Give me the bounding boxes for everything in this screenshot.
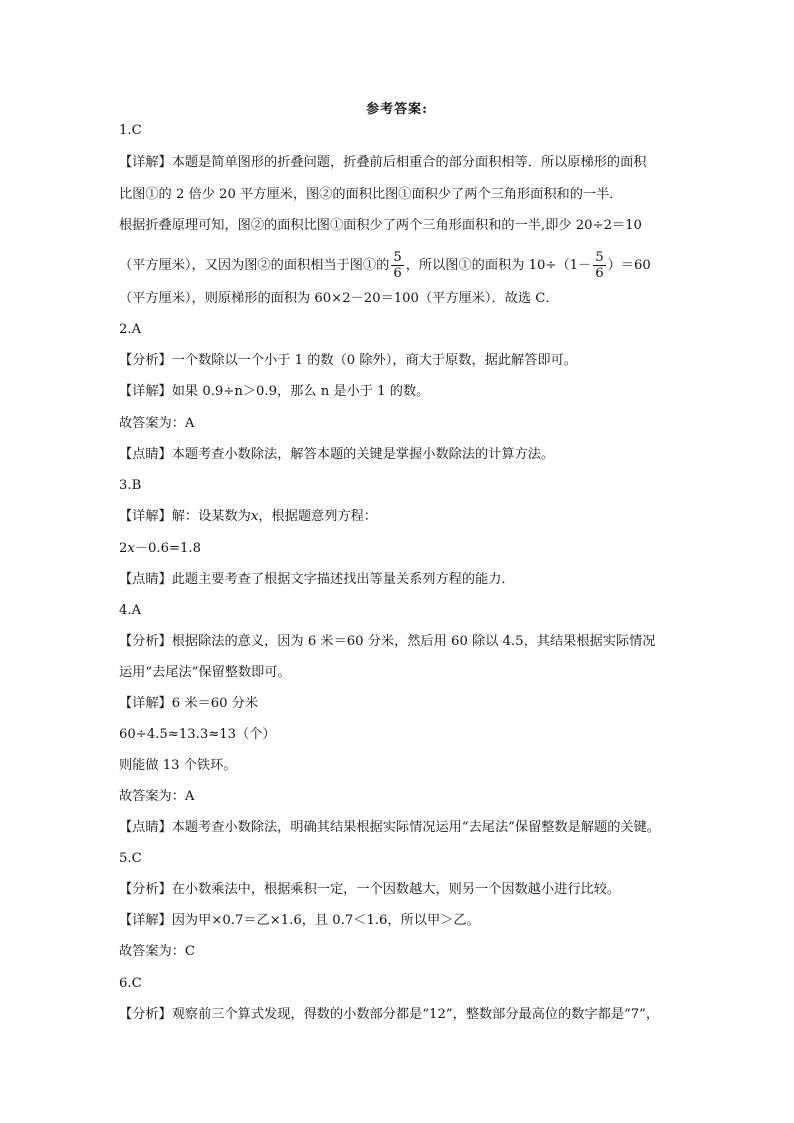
q1-line-2: 比图①的 2 倍少 20 平方厘米，图②的面积比图①面积少了两个三角形面积和的一半． — [119, 187, 623, 202]
q3-detail — [119, 508, 377, 526]
q3-number: 3.B — [119, 478, 142, 493]
fraction-numerator-2: 5 — [595, 250, 604, 265]
q1-line-4 — [119, 250, 651, 281]
q5-detail: 【详解】因为甲×0.7＝乙×1.6，且 0.7＜1.6，所以甲＞乙。 — [119, 913, 480, 928]
q5-analysis: 【分析】在小数乘法中，根据乘积一定，一个因数越大，则另一个因数越小进行比较。 — [119, 882, 621, 897]
q2-detail: 【详解】如果 0.9÷n＞0.9，那么 n 是小于 1 的数。 — [119, 384, 430, 399]
q6-analysis: 【分析】观察前三个算式发现，得数的小数部分都是“12”，整数部分最高位的数字都是“7”， — [119, 1007, 660, 1022]
q3-eq-coef: 2 — [119, 541, 128, 556]
q3-comment: 【点睛】此题主要考查了根据文字描述找出等量关系列方程的能力． — [119, 572, 515, 587]
q4-detail: 【详解】6 米＝60 分米 — [119, 696, 259, 711]
q1-line-3: 根据折叠原理可知，图②的面积比图①面积少了两个三角形面积和的一半,即少 20÷2＝10 — [119, 218, 642, 233]
q4-analysis-2: 运用“去尾法”保留整数即可。 — [119, 665, 291, 680]
q3-eq-var: x — [127, 541, 135, 556]
q4-number: 4.A — [119, 603, 142, 618]
q2-comment: 【点睛】本题考查小数除法，解答本题的关键是掌握小数除法的计算方法。 — [119, 447, 555, 462]
fraction-denominator-2: 6 — [595, 266, 604, 281]
q1-number: 1.C — [119, 123, 142, 138]
q4-answer: 故答案为：A — [119, 789, 195, 804]
fraction-numerator: 5 — [393, 250, 402, 265]
q1-line-5: （平方厘米），则原梯形的面积为 60×2－20＝100（平方厘米）．故选 C． — [119, 291, 559, 306]
q2-answer: 故答案为：A — [119, 416, 195, 431]
fraction-five-sixths — [391, 250, 403, 281]
q2-number: 2.A — [119, 322, 142, 337]
q6-number: 6.C — [119, 976, 142, 991]
fraction-five-sixths-2 — [593, 250, 605, 281]
q3-variable: x — [250, 509, 259, 524]
page-title: 参考答案: — [366, 102, 428, 117]
q3-equation — [119, 540, 201, 558]
q5-answer: 故答案为：C — [119, 944, 196, 959]
q1-line-1: 【详解】本题是简单图形的折叠问题，折叠前后相重合的部分面积相等．所以原梯形的面积 — [119, 155, 647, 170]
q4-result: 则能做 13 个铁环。 — [119, 758, 237, 773]
q1-line-4a: （平方厘米），又因为图②的面积相当于图①的 — [119, 258, 390, 273]
q3-detail-a: 【详解】解：设某数为 — [119, 509, 251, 524]
q4-calc: 60÷4.5≈13.3≈13（个） — [119, 727, 276, 742]
q2-analysis: 【分析】一个数除以一个小于 1 的数（0 除外），商大于原数，据此解答即可。 — [119, 353, 577, 368]
q4-comment: 【点睛】本题考查小数除法，明确其结果根据实际情况运用“去尾法”保留整数是解题的关键。 — [119, 820, 660, 835]
fraction-denominator: 6 — [393, 266, 402, 281]
q1-line-4b: ，所以图①的面积为 10÷（1－ — [405, 258, 592, 273]
q4-analysis-1: 【分析】根据除法的意义，因为 6 米＝60 分米，然后用 60 除以 4.5，其结果根据实际情况 — [119, 634, 656, 649]
q3-detail-b: ，根据题意列方程： — [258, 509, 377, 524]
q3-eq-rest: －0.6=1.8 — [134, 541, 202, 556]
q5-number: 5.C — [119, 851, 142, 866]
q1-line-4c: ）＝60 — [607, 258, 651, 273]
